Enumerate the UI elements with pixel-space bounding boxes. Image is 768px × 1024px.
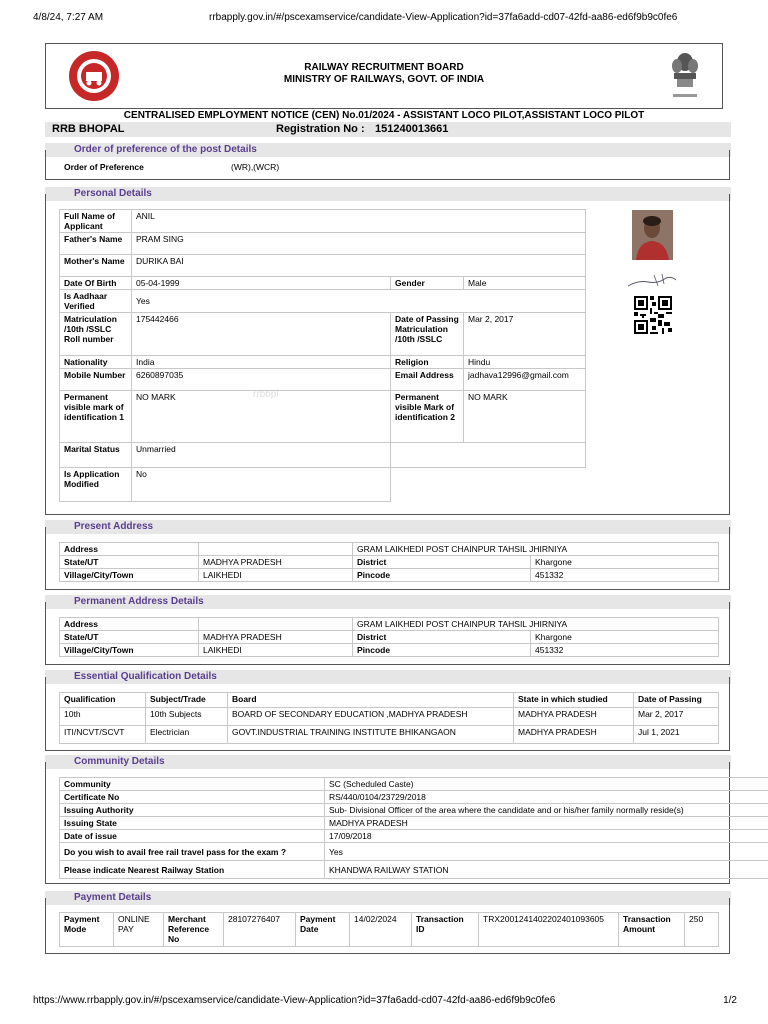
qual-header-date: Date of Passing bbox=[634, 693, 719, 708]
present-pincode-value: 451332 bbox=[531, 569, 719, 582]
qual-cell: 10th bbox=[60, 708, 146, 726]
mark1-value: NO MARK bbox=[132, 391, 391, 443]
watermark: rrbbpl bbox=[253, 389, 279, 400]
date-of-issue-value: 17/09/2018 bbox=[325, 830, 768, 843]
nationality-label: Nationality bbox=[60, 356, 132, 369]
applicant-photo bbox=[632, 210, 673, 260]
father-name-value: PRAM SING bbox=[132, 233, 586, 255]
payment-date-label: Payment Date bbox=[296, 913, 350, 947]
print-datetime: 4/8/24, 7:27 AM bbox=[33, 12, 104, 23]
email-value: jadhava12996@gmail.com bbox=[464, 369, 586, 391]
qual-header-state: State in which studied bbox=[514, 693, 634, 708]
email-label: Email Address bbox=[391, 369, 464, 391]
qual-header-qualification: Qualification bbox=[60, 693, 146, 708]
permanent-pincode-label: Pincode bbox=[353, 644, 531, 657]
print-url: rrbapply.gov.in/#/pscexamservice/candidate-View-Application?id=37fa6add-cd07-42fd-aa86-ed6f9b9c0fe6 bbox=[209, 12, 678, 23]
permanent-district-value: Khargone bbox=[531, 631, 719, 644]
payment-mode-value: ONLINE PAY bbox=[114, 913, 164, 947]
section-title-preference: Order of preference of the post Details bbox=[45, 143, 731, 157]
issuing-authority-value: Sub- Divisional Officer of the area where the candidate and or his/her family normally reside(s) bbox=[325, 804, 768, 817]
permanent-village-label: Village/City/Town bbox=[60, 644, 199, 657]
permanent-district-label: District bbox=[353, 631, 531, 644]
present-district-value: Khargone bbox=[531, 556, 719, 569]
person-photo-icon bbox=[632, 210, 673, 260]
present-state-value: MADHYA PRADESH bbox=[199, 556, 353, 569]
mother-name-label: Mother's Name bbox=[60, 255, 132, 277]
mark2-label: Permanent visible Mark of identification 2 bbox=[391, 391, 464, 443]
qual-cell: Mar 2, 2017 bbox=[634, 708, 719, 726]
modified-label: Is Application Modified bbox=[60, 468, 132, 502]
community-table bbox=[59, 777, 768, 879]
aadhaar-label: Is Aadhaar Verified bbox=[60, 290, 132, 313]
mark2-value: NO MARK bbox=[464, 391, 586, 443]
present-district-label: District bbox=[353, 556, 531, 569]
qual-cell: Jul 1, 2021 bbox=[634, 726, 719, 744]
modified-value: No bbox=[132, 468, 391, 502]
present-pincode-label: Pincode bbox=[353, 569, 531, 582]
full-name-label: Full Name of Applicant bbox=[60, 210, 132, 233]
permanent-pincode-value: 451332 bbox=[531, 644, 719, 657]
father-name-label: Father's Name bbox=[60, 233, 132, 255]
religion-value: Hindu bbox=[464, 356, 586, 369]
gender-label: Gender bbox=[391, 277, 464, 290]
certificate-no-label: Certificate No bbox=[60, 791, 325, 804]
section-title-community: Community Details bbox=[45, 755, 731, 769]
gender-value: Male bbox=[464, 277, 586, 290]
rrb-name: RRB BHOPAL bbox=[52, 123, 125, 135]
matric-value: 175442466 bbox=[132, 313, 391, 356]
rail-pass-label: Do you wish to avail free rail travel pass for the exam ? bbox=[60, 843, 325, 861]
section-title-permanent-address: Permanent Address Details bbox=[45, 595, 731, 609]
qual-cell: GOVT.INDUSTRIAL TRAINING INSTITUTE BHIKANGAON bbox=[228, 726, 514, 744]
qr-code-icon bbox=[634, 296, 672, 334]
transaction-amount-label: Transaction Amount bbox=[619, 913, 685, 947]
railway-station-value: KHANDWA RAILWAY STATION bbox=[325, 861, 768, 879]
section-title-payment: Payment Details bbox=[45, 891, 731, 905]
community-value: SC (Scheduled Caste) bbox=[325, 778, 768, 791]
footer-url: https://www.rrbapply.gov.in/#/pscexamservice/candidate-View-Application?id=37fa6add-cd07-42fd-aa86-ed6f9b9c0fe6 bbox=[33, 995, 556, 1006]
rail-pass-value: Yes bbox=[325, 843, 768, 861]
issuing-state-label: Issuing State bbox=[60, 817, 325, 830]
table-row bbox=[60, 708, 719, 726]
personal-table bbox=[59, 209, 586, 502]
qual-header-board: Board bbox=[228, 693, 514, 708]
mother-name-value: DURIKA BAI bbox=[132, 255, 586, 277]
section-preference bbox=[45, 150, 730, 180]
present-village-label: Village/City/Town bbox=[60, 569, 199, 582]
dob-value: 05-04-1999 bbox=[132, 277, 391, 290]
matric-date-label: Date of Passing Matriculation /10th /SSLC bbox=[391, 313, 464, 356]
aadhaar-value: Yes bbox=[132, 290, 586, 313]
marital-label: Marital Status bbox=[60, 443, 132, 468]
present-address-table bbox=[59, 542, 719, 582]
qual-cell: 10th Subjects bbox=[146, 708, 228, 726]
print-header bbox=[33, 12, 768, 26]
qualification-table bbox=[59, 692, 719, 744]
merchant-ref-label: Merchant Reference No bbox=[164, 913, 224, 947]
table-row bbox=[60, 726, 719, 744]
org-name: RAILWAY RECRUITMENT BOARD bbox=[304, 62, 464, 73]
org-ministry: MINISTRY OF RAILWAYS, GOVT. OF INDIA bbox=[283, 74, 485, 85]
payment-table bbox=[59, 912, 719, 947]
mark1-label: Permanent visible mark of identification 1 bbox=[60, 391, 132, 443]
permanent-address-value: GRAM LAIKHEDI POST CHAINPUR TAHSIL JHIRNIYA bbox=[353, 618, 719, 631]
permanent-state-label: State/UT bbox=[60, 631, 199, 644]
date-of-issue-label: Date of issue bbox=[60, 830, 325, 843]
merchant-ref-value: 28107276407 bbox=[224, 913, 296, 947]
payment-date-value: 14/02/2024 bbox=[350, 913, 412, 947]
qual-cell: BOARD OF SECONDARY EDUCATION ,MADHYA PRADESH bbox=[228, 708, 514, 726]
present-address-value: GRAM LAIKHEDI POST CHAINPUR TAHSIL JHIRNIYA bbox=[353, 543, 719, 556]
print-footer bbox=[33, 995, 737, 1006]
transaction-amount-value: 250 bbox=[685, 913, 719, 947]
issuing-authority-label: Issuing Authority bbox=[60, 804, 325, 817]
railway-station-label: Please indicate Nearest Railway Station bbox=[60, 861, 325, 879]
preference-value: (WR),(WCR) bbox=[231, 162, 280, 172]
qual-cell: ITI/NCVT/SCVT bbox=[60, 726, 146, 744]
present-village-value: LAIKHEDI bbox=[199, 569, 353, 582]
qual-cell: MADHYA PRADESH bbox=[514, 726, 634, 744]
section-title-qualification: Essential Qualification Details bbox=[45, 670, 731, 684]
full-name-value: ANIL bbox=[132, 210, 586, 233]
present-address-label: Address bbox=[60, 543, 199, 556]
payment-mode-label: Payment Mode bbox=[60, 913, 114, 947]
transaction-id-value: TRX2001241402202401093605 bbox=[479, 913, 619, 947]
org-header bbox=[45, 43, 723, 109]
permanent-address-table bbox=[59, 617, 719, 657]
page-number: 1/2 bbox=[723, 995, 737, 1006]
qual-cell: MADHYA PRADESH bbox=[514, 708, 634, 726]
national-emblem-icon bbox=[668, 50, 702, 102]
registration-bar bbox=[45, 122, 731, 137]
transaction-id-label: Transaction ID bbox=[412, 913, 479, 947]
matric-date-value: Mar 2, 2017 bbox=[464, 313, 586, 356]
present-state-label: State/UT bbox=[60, 556, 199, 569]
signature-icon bbox=[626, 272, 678, 290]
notice-title: CENTRALISED EMPLOYMENT NOTICE (CEN) No.01/2024 - ASSISTANT LOCO PILOT,ASSISTANT LOCO PILOT bbox=[123, 110, 645, 121]
matric-label: Matriculation /10th /SSLC Roll number bbox=[60, 313, 132, 356]
marital-value: Unmarried bbox=[132, 443, 391, 468]
registration-number: 151240013661 bbox=[375, 123, 449, 135]
qual-header-subject: Subject/Trade bbox=[146, 693, 228, 708]
permanent-state-value: MADHYA PRADESH bbox=[199, 631, 353, 644]
mobile-label: Mobile Number bbox=[60, 369, 132, 391]
section-title-personal: Personal Details bbox=[45, 187, 731, 201]
dob-label: Date Of Birth bbox=[60, 277, 132, 290]
qual-cell: Electrician bbox=[146, 726, 228, 744]
preference-label: Order of Preference bbox=[64, 162, 144, 172]
permanent-village-value: LAIKHEDI bbox=[199, 644, 353, 657]
mobile-value: 6260897035 bbox=[132, 369, 391, 391]
community-label: Community bbox=[60, 778, 325, 791]
registration-label: Registration No : bbox=[276, 123, 365, 135]
issuing-state-value: MADHYA PRADESH bbox=[325, 817, 768, 830]
section-title-present-address: Present Address bbox=[45, 520, 731, 534]
certificate-no-value: RS/440/0104/23729/2018 bbox=[325, 791, 768, 804]
nationality-value: India bbox=[132, 356, 391, 369]
religion-label: Religion bbox=[391, 356, 464, 369]
permanent-address-label: Address bbox=[60, 618, 199, 631]
